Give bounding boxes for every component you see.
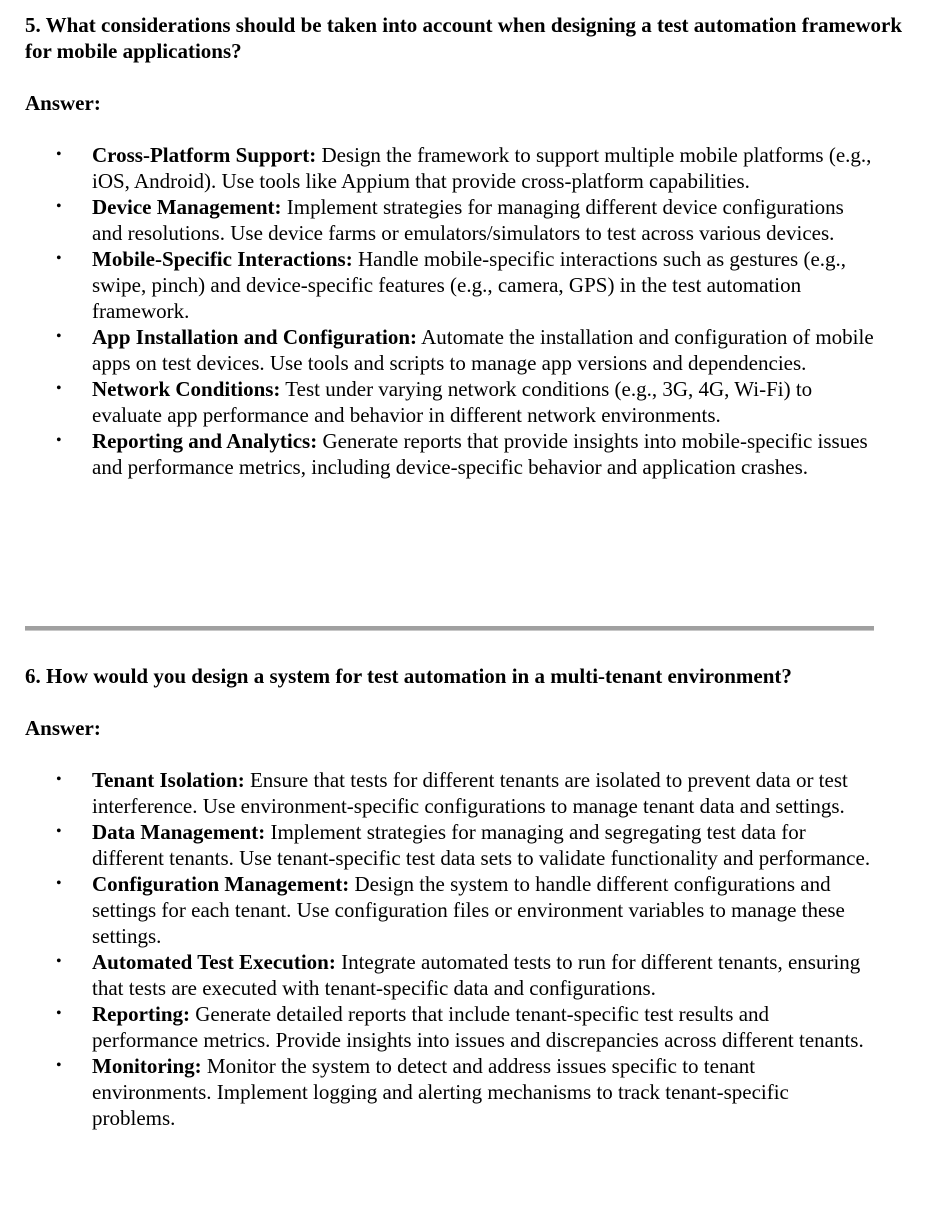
section-divider bbox=[25, 626, 874, 631]
list-item bbox=[25, 428, 877, 480]
question-5-heading: 5. What considerations should be taken into account when designing a test automation framework for mobile applications? bbox=[25, 13, 903, 63]
list-item bbox=[25, 194, 877, 246]
item-term: Data Management: bbox=[92, 820, 266, 844]
item-text: Generate reports that provide insights into mobile-specific issues and performance metrics, including device-specific behavior and application crashes. bbox=[92, 429, 868, 479]
list-item bbox=[25, 1001, 877, 1053]
question-6-heading: 6. How would you design a system for test automation in a multi-tenant environment? bbox=[25, 664, 792, 688]
item-text: Handle mobile-specific interactions such as gestures (e.g., swipe, pinch) and device-specific features (e.g., camera, GPS) in the test automation framework. bbox=[92, 247, 847, 323]
item-text: Monitor the system to detect and address issues specific to tenant environments. Implement logging and alerting mechanisms to track tenant-specific problems. bbox=[92, 1054, 789, 1130]
item-term: Tenant Isolation: bbox=[92, 768, 245, 792]
item-term: Device Management: bbox=[92, 195, 282, 219]
item-term: Monitoring: bbox=[92, 1054, 202, 1078]
list-item bbox=[25, 324, 877, 376]
list-item bbox=[25, 767, 877, 819]
list-item bbox=[25, 949, 877, 1001]
bullet-icon: • bbox=[56, 875, 62, 892]
list-item bbox=[25, 246, 877, 324]
bullet-icon: • bbox=[56, 250, 62, 267]
item-term: Network Conditions: bbox=[92, 377, 281, 401]
item-text: Design the framework to support multiple mobile platforms (e.g., iOS, Android). Use tools like Appium that provide cross-platform capabilities. bbox=[92, 143, 872, 193]
item-term: Cross-Platform Support: bbox=[92, 143, 317, 167]
bullet-icon: • bbox=[56, 380, 62, 397]
bullet-icon: • bbox=[56, 198, 62, 215]
answer-label-5: Answer: bbox=[25, 91, 101, 115]
list-item bbox=[25, 819, 877, 871]
item-text: Design the system to handle different configurations and settings for each tenant. Use configuration files or environment variables to manage these settings. bbox=[92, 872, 845, 948]
bullet-icon: • bbox=[56, 823, 62, 840]
item-text: Generate detailed reports that include tenant-specific test results and performance metrics. Provide insights into issues and discrepancies across different tenants. bbox=[92, 1002, 864, 1052]
list-item bbox=[25, 142, 877, 194]
item-text: Automate the installation and configuration of mobile apps on test devices. Use tools and scripts to manage app versions and dependencies. bbox=[92, 325, 874, 375]
item-term: Mobile-Specific Interactions: bbox=[92, 247, 353, 271]
answer-label-6: Answer: bbox=[25, 716, 101, 740]
item-text: Test under varying network conditions (e.g., 3G, 4G, Wi-Fi) to evaluate app performance and behavior in different network environments. bbox=[92, 377, 813, 427]
list-item bbox=[25, 1053, 877, 1131]
list-item bbox=[25, 376, 877, 428]
bullet-icon: • bbox=[56, 328, 62, 345]
list-item bbox=[25, 871, 877, 949]
bullet-icon: • bbox=[56, 432, 62, 449]
item-text: Implement strategies for managing and segregating test data for different tenants. Use tenant-specific test data sets to validate functionality and performance. bbox=[92, 820, 871, 870]
answer-list-6 bbox=[25, 767, 877, 1131]
item-term: Automated Test Execution: bbox=[92, 950, 336, 974]
bullet-icon: • bbox=[56, 771, 62, 788]
item-text: Implement strategies for managing different device configurations and resolutions. Use device farms or emulators/simulators to test across various devices. bbox=[92, 195, 844, 245]
item-term: Configuration Management: bbox=[92, 872, 350, 896]
bullet-icon: • bbox=[56, 1057, 62, 1074]
answer-list-5 bbox=[25, 142, 877, 480]
item-term: Reporting: bbox=[92, 1002, 190, 1026]
bullet-icon: • bbox=[56, 1005, 62, 1022]
item-term: Reporting and Analytics: bbox=[92, 429, 318, 453]
bullet-icon: • bbox=[56, 953, 62, 970]
item-term: App Installation and Configuration: bbox=[92, 325, 417, 349]
bullet-icon: • bbox=[56, 146, 62, 163]
item-text: Integrate automated tests to run for different tenants, ensuring that tests are executed with tenant-specific data and configurations. bbox=[92, 950, 861, 1000]
item-text: Ensure that tests for different tenants are isolated to prevent data or test interference. Use environment-specific configurations to manage tenant data and settings. bbox=[92, 768, 848, 818]
